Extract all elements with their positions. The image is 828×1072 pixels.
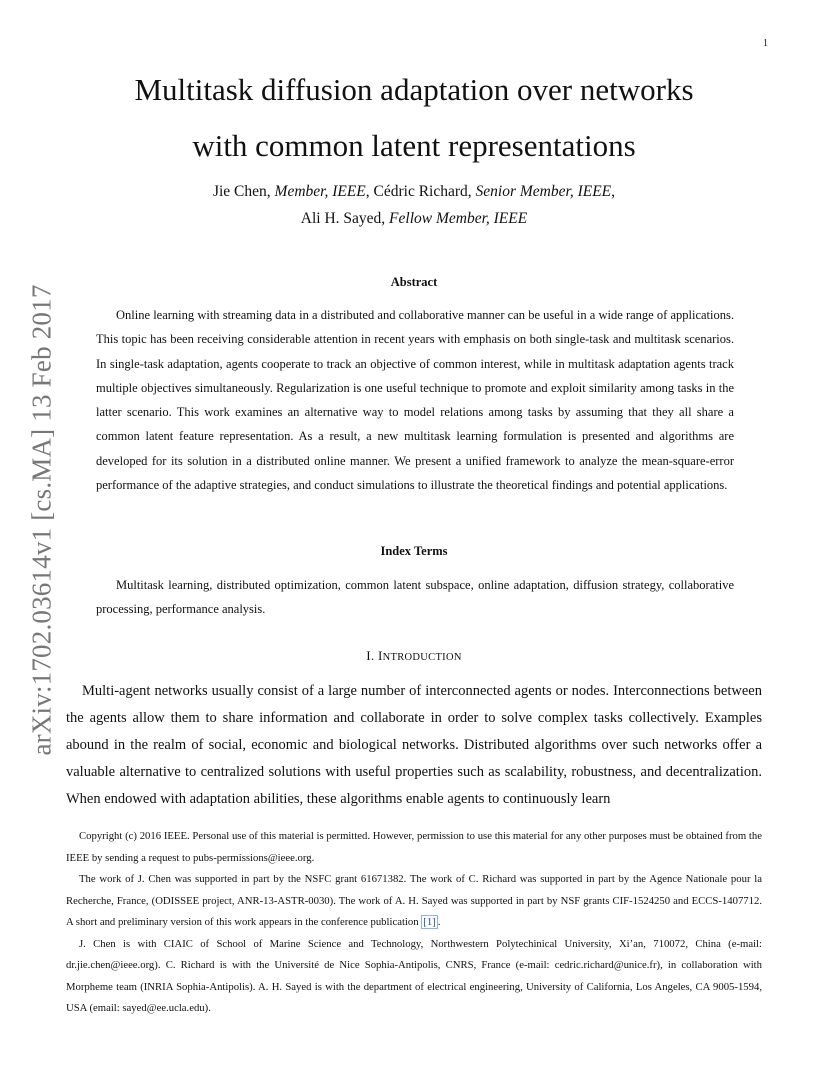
footnotes [66, 826, 762, 1020]
paper-title [80, 62, 748, 174]
abstract-text: Online learning with streaming data in a distributed and collaborative manner can be useful in a wide range of applications. This topic has been receiving considerable attention in recent years with emphasis on both single-task and multitask scenarios. In single-task adaptation, agents cooperate to track an objective of common interest, while in multitask adaptation agents track multiple objectives simultaneously. Regularization is one useful technique to promote and exploit similarity among tasks in the latter scenario. This work examines an alternative way to model relations among tasks by assuming that they all share a common latent feature representation. As a result, a new multitask learning formulation is presented and algorithms are developed for its solution in a distributed online manner. We present a unified framework to analyze the mean-square-error performance of the adaptive strategies, and conduct simulations to illustrate the theoretical findings and potential applications. [96, 308, 734, 493]
author-2-name: , Cédric Richard, [365, 183, 476, 200]
title-line-1: Multitask diffusion adaptation over networks [134, 72, 694, 107]
citation-link[interactable]: [1] [423, 916, 436, 928]
author-1-name: Jie Chen, [212, 183, 275, 200]
author-separator: , [611, 183, 616, 200]
footnote-copyright: Copyright (c) 2016 IEEE. Personal use of this material is permitted. However, permission to use this material for any other purposes must be obtained from the IEEE by sending a request to pubs-permissions@ieee.org. [66, 830, 762, 864]
author-3-role: Fellow Member, IEEE [389, 210, 528, 227]
funding-end: . [437, 916, 441, 928]
index-terms-text: Multitask learning, distributed optimization, common latent subspace, online adaptation, diffusion strategy, collaborative processing, performance analysis. [96, 578, 734, 617]
author-2-role: Senior Member, IEEE [475, 183, 612, 200]
footnote-affiliations: J. Chen is with CIAIC of School of Marine Science and Technology, Northwestern Polytechinical University, Xi’an, 710072, China (e-mail: dr.jie.chen@ieee.org). C. Richard is with the Université de Nice Sophia-Antipolis, CNRS, France (e-mail: cedric.richard@unice.fr), in collaboration with Morpheme team (INRIA Sophia-Antipolis). A. H. Sayed is with the department of electrical engineering, University of California, Los Angeles, CA 9005-1594, USA (email: sayed@ee.ucla.edu). [66, 937, 762, 1014]
author-3-name: Ali H. Sayed, [300, 210, 390, 227]
arxiv-identifier-stamp: arXiv:1702.03614v1 [cs.MA] 13 Feb 2017 [26, 284, 57, 756]
introduction-paragraph: Multi-agent networks usually consist of a large number of interconnected agents or nodes. Interconnections between the agents allow them to share information and collaborate in order to solve complex tasks collectively. Examples abound in the realm of social, economic and biological networks. Distributed algorithms over such networks offer a valuable alternative to centralized solutions with useful properties such as scalability, robustness, and decentralization. When endowed with adaptation abilities, these algorithms enable agents to continuously learn [66, 683, 762, 807]
index-terms-heading: Index Terms [380, 544, 448, 558]
title-line-2: with common latent representations [192, 128, 636, 163]
section-heading-smallcaps: NTRODUCTION [382, 652, 462, 663]
author-list [100, 178, 728, 232]
section-heading-introduction [80, 648, 748, 664]
author-1-role: Member, IEEE [274, 183, 366, 200]
footnote-funding [66, 869, 762, 934]
funding-text: The work of J. Chen was supported in part by the NSFC grant 61671382. The work of C. Richard was supported in part by the Agence Nationale pour la Recherche, France, (ODISSEE project, ANR-13-ASTR-0030). The work of A. H. Sayed was supported in part by NSF grants CIF-1524250 and ECCS-1407712. A short and preliminary version of this work appears in the conference publication [66, 873, 762, 928]
page-number: 1 [763, 38, 768, 49]
abstract-heading: Abstract [390, 275, 438, 289]
section-heading-prefix: I. I [366, 648, 383, 663]
